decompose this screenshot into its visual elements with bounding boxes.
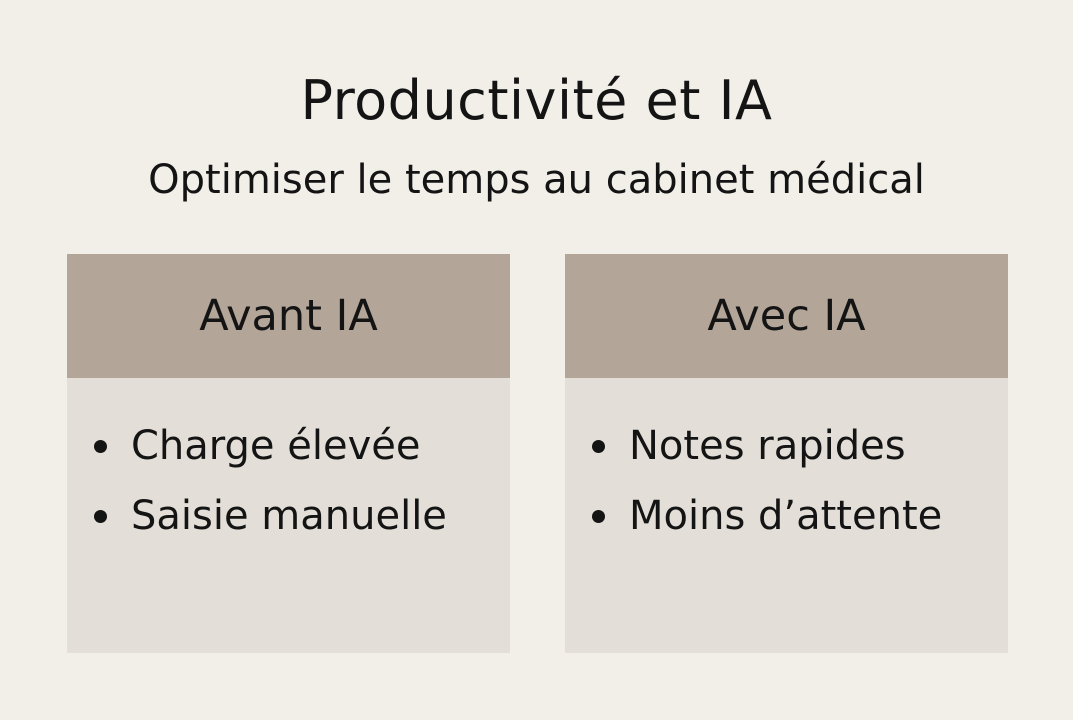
list-item: [592, 411, 1008, 481]
list-item: [592, 481, 1008, 551]
list-item: [94, 481, 510, 551]
bullet-icon: [94, 510, 107, 523]
list-item-text: Saisie manuelle: [131, 493, 447, 539]
panel-before-ai: [67, 254, 510, 653]
page-subtitle: Optimiser le temps au cabinet médical: [148, 157, 925, 203]
bullet-list-before-ai: [94, 411, 510, 551]
bullet-icon: [592, 510, 605, 523]
bullet-list-with-ai: [592, 411, 1008, 551]
list-item-text: Charge élevée: [131, 423, 421, 469]
panel-header-before-ai: Avant IA: [67, 254, 510, 378]
page-title: Productivité et IA: [300, 69, 773, 132]
list-item-text: Notes rapides: [629, 423, 906, 469]
panel-with-ai: [565, 254, 1008, 653]
bullet-icon: [592, 440, 605, 453]
list-item-text: Moins d’attente: [629, 493, 943, 539]
panel-header-with-ai: Avec IA: [565, 254, 1008, 378]
list-item: [94, 411, 510, 481]
bullet-icon: [94, 440, 107, 453]
